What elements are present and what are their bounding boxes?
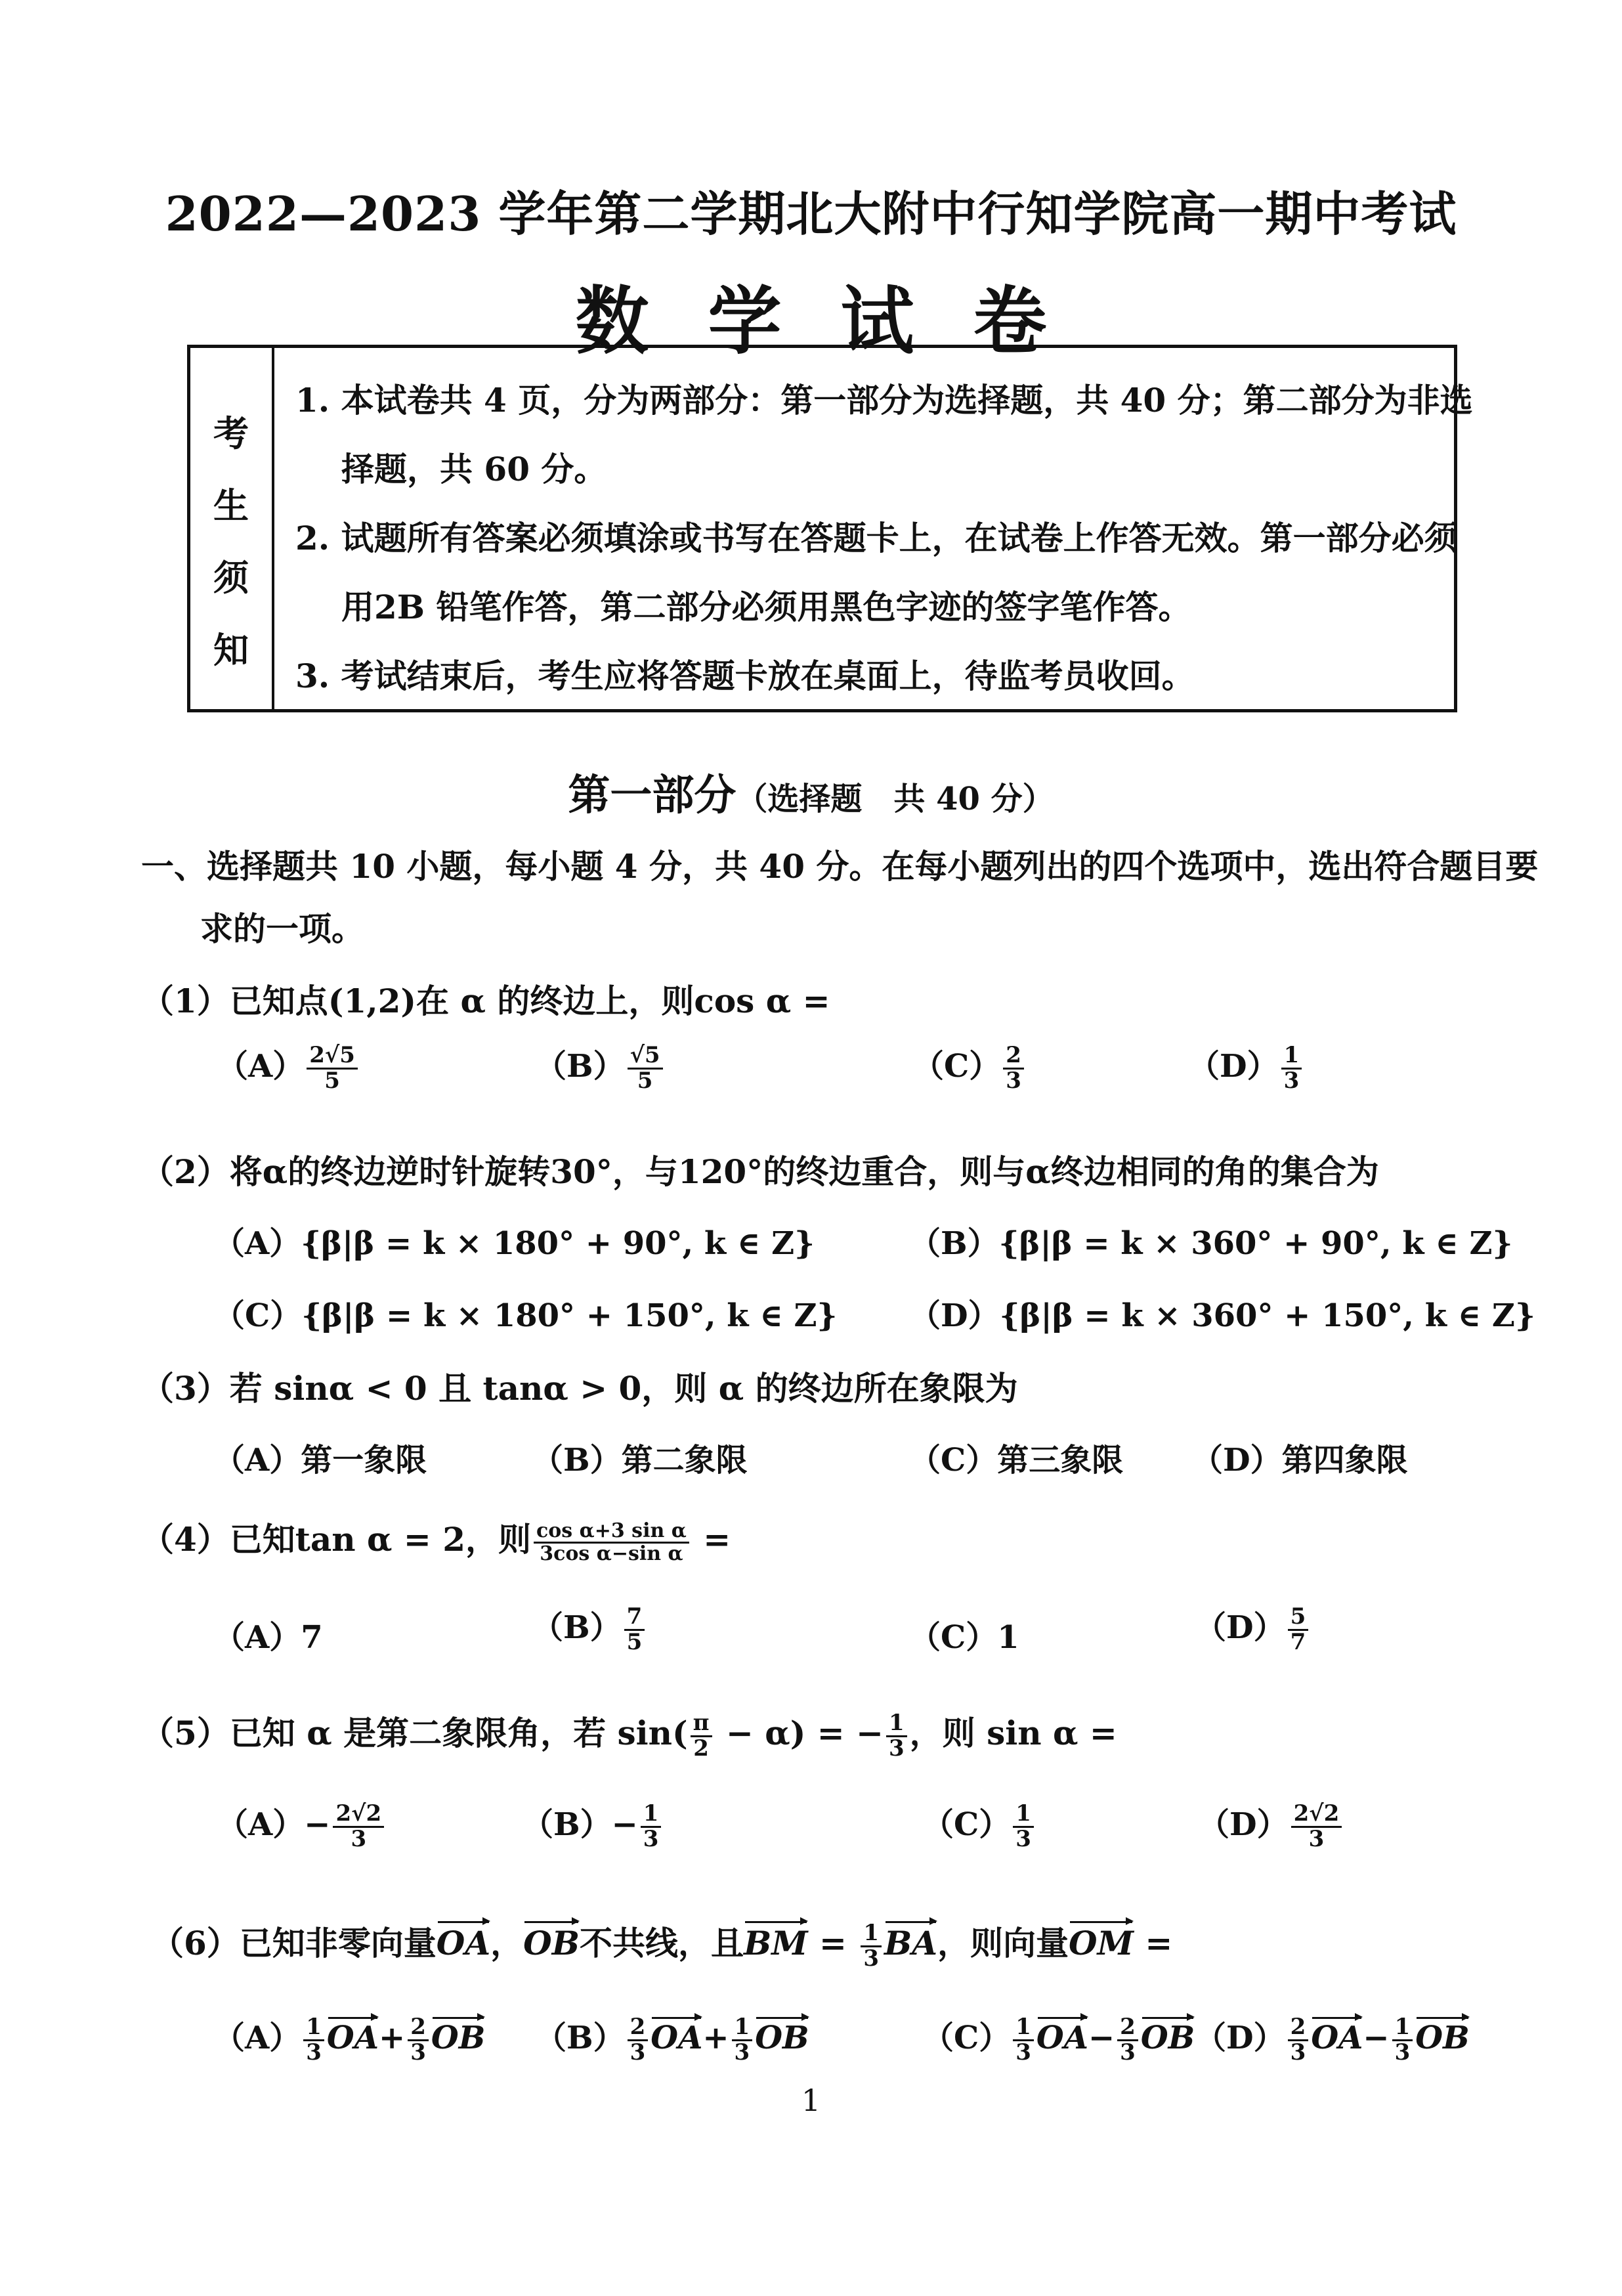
- exam-title: 2022—2023 学年第二学期北大附中行知学院高一期中考试: [165, 186, 1457, 242]
- question-6-option-a: （A） $\frac{1}{3}$ OA+ $\frac{2}{3}$ OB: [213, 2014, 486, 2066]
- section-instruction: 求的一项。: [200, 909, 364, 948]
- question-2-option-a: （A）{β|β = k × 180° + 90°, k ∈ Z}: [213, 1225, 815, 1262]
- notice-line: 用2B 铅笔作答，第二部分必须用黑色字迹的签字笔作答。: [341, 588, 1191, 626]
- notice-side-char: 生: [213, 485, 249, 527]
- notice-line: 择题，共 60 分。: [341, 450, 607, 488]
- question-4-option-b: （B） $\frac{7}{5}$: [532, 1602, 647, 1655]
- notice-line: 3. 考试结束后，考生应将答题卡放在桌面上，待监考员收回。: [295, 657, 1195, 695]
- question-2-option-c: （C）{β|β = k × 180° + 150°, k ∈ Z}: [213, 1297, 838, 1334]
- page-number: 1: [801, 2083, 821, 2118]
- question-6-option-d: （D） $\frac{2}{3}$ OA− $\frac{1}{3}$ OB: [1195, 2014, 1470, 2066]
- question-4-option-c: （C）1: [909, 1619, 1019, 1656]
- question-4-option-a: （A）7: [213, 1619, 323, 1656]
- question-3-option-b: （B）第二象限: [532, 1442, 748, 1479]
- question-3-option-d: （D）第四象限: [1191, 1442, 1408, 1479]
- question-6-stem: （6）已知非零向量OA，OB不共线，且BM = $\frac{1}{3}$ BA，则向量OM =: [151, 1919, 1173, 1972]
- question-1-option-b: （B） $\frac{√5}{5}$: [535, 1041, 666, 1093]
- notice-line: 1. 本试卷共 4 页，分为两部分：第一部分为选择题，共 40 分；第二部分为非选: [295, 381, 1473, 420]
- question-4-stem: （4）已知tan α = 2，则 $\frac{\text{cos α+3 sin α}}{\text{3cos α−sin α}}$ =: [141, 1519, 731, 1565]
- part-title-text: 第一部分: [568, 771, 736, 820]
- question-6-option-b: （B） $\frac{2}{3}$ OA+ $\frac{1}{3}$ OB: [535, 2014, 809, 2066]
- question-2-stem: （2）将α的终边逆时针旋转30°，与120°的终边重合，则与α终边相同的角的集合为: [141, 1152, 1379, 1191]
- question-1-stem: （1）已知点(1,2)在 α 的终边上，则cos α =: [141, 982, 830, 1020]
- notice-side-char: 知: [213, 629, 249, 671]
- question-5-option-a: （A）− $\frac{2√2}{3}$: [217, 1799, 387, 1852]
- question-4-option-d: （D） $\frac{5}{7}$: [1195, 1602, 1311, 1655]
- question-2-option-b: （B）{β|β = k × 360° + 90°, k ∈ Z}: [909, 1225, 1513, 1262]
- question-1-option-c: （C） $\frac{2}{3}$: [912, 1041, 1027, 1093]
- question-1-option-d: （D） $\frac{1}{3}$: [1188, 1041, 1304, 1093]
- notice-side-label: [190, 348, 274, 709]
- question-3-stem: （3）若 sinα < 0 且 tanα > 0，则 α 的终边所在象限为: [141, 1369, 1018, 1408]
- question-2-option-d: （D）{β|β = k × 360° + 150°, k ∈ Z}: [909, 1297, 1535, 1334]
- notice-side-char: 须: [213, 557, 249, 599]
- notice-line: 2. 试题所有答案必须填涂或书写在答题卡上，在试卷上作答无效。第一部分必须: [295, 519, 1457, 557]
- question-1-option-a: （A） $\frac{2√5}{5}$: [217, 1041, 360, 1093]
- section-instruction: 一、选择题共 10 小题，每小题 4 分，共 40 分。在每小题列出的四个选项中，选出符合题目要: [141, 847, 1539, 886]
- question-5-stem: （5）已知 α 是第二象限角，若 sin( $\frac{\pi}{2}$ − α) = − $\frac{1}{3}$ ，则 sin α =: [141, 1709, 1117, 1762]
- question-3-option-a: （A）第一象限: [213, 1442, 427, 1479]
- exam-notice-box: [187, 345, 1473, 712]
- question-6-option-c: （C） $\frac{1}{3}$ OA− $\frac{2}{3}$ OB: [922, 2014, 1195, 2066]
- subject-title: 数学试卷: [575, 278, 1106, 364]
- part-one-title: [0, 762, 1622, 822]
- question-3-option-c: （C）第三象限: [909, 1442, 1124, 1479]
- question-5-option-b: （B）− $\frac{1}{3}$: [522, 1799, 664, 1852]
- question-5-option-c: （C） $\frac{1}{3}$: [922, 1799, 1036, 1852]
- question-5-option-d: （D） $\frac{2√2}{3}$: [1198, 1799, 1344, 1852]
- notice-side-char: 考: [213, 412, 249, 454]
- part-subtitle: （选择题 共 40 分）: [736, 781, 1054, 817]
